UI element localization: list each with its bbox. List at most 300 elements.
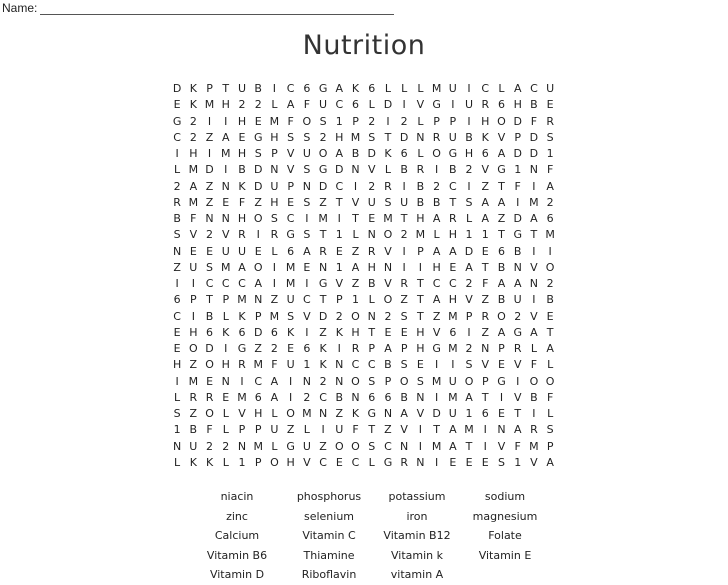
- grid-letter[interactable]: D: [318, 179, 328, 193]
- grid-letter[interactable]: I: [337, 342, 341, 355]
- grid-letter[interactable]: D: [367, 147, 376, 160]
- grid-letter[interactable]: L: [498, 82, 505, 95]
- grid-letter[interactable]: L: [174, 163, 181, 177]
- grid-letter[interactable]: C: [351, 455, 360, 469]
- grid-letter[interactable]: Z: [254, 342, 262, 355]
- grid-letter[interactable]: M: [269, 114, 280, 128]
- grid-letter[interactable]: K: [238, 179, 246, 193]
- grid-letter[interactable]: H: [416, 212, 425, 225]
- grid-letter[interactable]: E: [173, 342, 181, 355]
- grid-letter[interactable]: A: [189, 179, 198, 193]
- grid-letter[interactable]: I: [240, 374, 244, 388]
- grid-letter[interactable]: S: [368, 374, 376, 388]
- grid-letter[interactable]: A: [513, 423, 522, 437]
- grid-letter[interactable]: P: [352, 114, 359, 128]
- grid-letter[interactable]: G: [318, 163, 328, 177]
- grid-letter[interactable]: A: [449, 439, 457, 453]
- grid-letter[interactable]: P: [384, 374, 392, 388]
- grid-letter[interactable]: V: [384, 244, 392, 258]
- grid-letter[interactable]: L: [384, 82, 392, 95]
- grid-letter[interactable]: Z: [319, 439, 327, 453]
- grid-letter[interactable]: V: [530, 309, 538, 323]
- grid-letter[interactable]: 6: [481, 407, 489, 420]
- grid-letter[interactable]: P: [287, 179, 294, 193]
- grid-letter[interactable]: S: [465, 195, 473, 209]
- grid-letter[interactable]: 6: [400, 147, 408, 160]
- grid-letter[interactable]: C: [530, 82, 538, 95]
- grid-letter[interactable]: M: [448, 390, 458, 404]
- grid-letter[interactable]: G: [286, 439, 295, 453]
- grid-letter[interactable]: R: [384, 179, 392, 193]
- grid-letter[interactable]: R: [481, 98, 490, 112]
- grid-letter[interactable]: 2: [368, 179, 376, 193]
- grid-letter[interactable]: F: [303, 98, 311, 112]
- grid-letter[interactable]: O: [351, 309, 360, 323]
- grid-letter[interactable]: H: [448, 293, 457, 307]
- grid-letter[interactable]: 2: [189, 130, 197, 144]
- grid-letter[interactable]: I: [402, 179, 406, 193]
- grid-letter[interactable]: T: [368, 325, 376, 339]
- grid-letter[interactable]: C: [221, 277, 230, 290]
- grid-letter[interactable]: A: [546, 455, 554, 469]
- grid-letter[interactable]: E: [189, 244, 197, 258]
- grid-letter[interactable]: M: [318, 212, 328, 225]
- grid-letter[interactable]: G: [286, 228, 295, 242]
- grid-letter[interactable]: T: [368, 423, 376, 437]
- grid-letter[interactable]: N: [481, 342, 490, 355]
- grid-letter[interactable]: 6: [173, 293, 181, 307]
- grid-letter[interactable]: N: [270, 163, 279, 177]
- grid-letter[interactable]: T: [433, 423, 440, 437]
- grid-letter[interactable]: S: [368, 439, 376, 453]
- grid-letter[interactable]: A: [270, 374, 279, 388]
- grid-letter[interactable]: H: [416, 342, 425, 355]
- grid-letter[interactable]: U: [448, 130, 457, 144]
- grid-letter[interactable]: L: [222, 455, 229, 469]
- grid-letter[interactable]: Z: [351, 244, 360, 258]
- grid-letter[interactable]: V: [530, 455, 538, 469]
- grid-letter[interactable]: O: [318, 147, 328, 160]
- grid-letter[interactable]: L: [271, 98, 278, 112]
- grid-letter[interactable]: N: [318, 407, 328, 420]
- grid-letter[interactable]: F: [271, 358, 278, 372]
- grid-letter[interactable]: N: [497, 423, 506, 437]
- grid-letter[interactable]: A: [254, 277, 262, 290]
- grid-letter[interactable]: O: [383, 228, 393, 242]
- grid-letter[interactable]: I: [402, 260, 406, 274]
- grid-letter[interactable]: G: [497, 163, 506, 177]
- grid-letter[interactable]: G: [318, 277, 328, 290]
- grid-letter[interactable]: I: [548, 244, 552, 258]
- grid-letter[interactable]: I: [532, 293, 536, 307]
- grid-letter[interactable]: 6: [368, 82, 376, 95]
- grid-letter[interactable]: E: [173, 325, 181, 339]
- grid-letter[interactable]: P: [254, 423, 262, 437]
- grid-letter[interactable]: I: [305, 277, 309, 290]
- grid-letter[interactable]: V: [303, 455, 311, 469]
- grid-letter[interactable]: 2: [465, 163, 473, 177]
- grid-letter[interactable]: I: [483, 423, 487, 437]
- grid-letter[interactable]: A: [222, 130, 230, 144]
- grid-letter[interactable]: O: [253, 212, 263, 225]
- grid-letter[interactable]: F: [546, 390, 554, 404]
- grid-letter[interactable]: R: [351, 342, 360, 355]
- grid-letter[interactable]: V: [189, 228, 198, 242]
- grid-letter[interactable]: M: [269, 309, 280, 323]
- grid-letter[interactable]: D: [172, 82, 182, 95]
- grid-letter[interactable]: 2: [546, 277, 554, 290]
- grid-letter[interactable]: M: [237, 293, 247, 307]
- grid-letter[interactable]: I: [256, 228, 260, 242]
- grid-letter[interactable]: P: [222, 293, 230, 307]
- grid-letter[interactable]: D: [513, 147, 522, 160]
- grid-letter[interactable]: V: [497, 439, 506, 453]
- grid-letter[interactable]: A: [546, 179, 554, 193]
- grid-letter[interactable]: U: [270, 179, 279, 193]
- grid-letter[interactable]: C: [286, 212, 295, 225]
- grid-letter[interactable]: I: [289, 390, 293, 404]
- grid-letter[interactable]: O: [188, 342, 198, 355]
- grid-letter[interactable]: H: [221, 98, 230, 112]
- grid-letter[interactable]: S: [497, 455, 505, 469]
- grid-letter[interactable]: I: [499, 390, 504, 404]
- grid-letter[interactable]: V: [432, 325, 441, 339]
- grid-letter[interactable]: L: [368, 293, 375, 307]
- grid-letter[interactable]: I: [467, 82, 471, 95]
- grid-letter[interactable]: U: [400, 195, 409, 209]
- grid-letter[interactable]: I: [386, 114, 390, 128]
- grid-letter[interactable]: P: [368, 342, 376, 355]
- grid-letter[interactable]: K: [205, 455, 214, 469]
- grid-letter[interactable]: T: [384, 130, 392, 144]
- grid-letter[interactable]: N: [400, 439, 409, 453]
- grid-letter[interactable]: K: [319, 342, 327, 355]
- grid-letter[interactable]: F: [530, 358, 538, 372]
- grid-letter[interactable]: 2: [465, 277, 473, 290]
- grid-letter[interactable]: C: [351, 358, 360, 372]
- grid-letter[interactable]: 2: [319, 374, 327, 388]
- grid-letter[interactable]: Z: [481, 293, 490, 307]
- grid-letter[interactable]: L: [547, 407, 554, 420]
- grid-letter[interactable]: Z: [205, 130, 214, 144]
- grid-letter[interactable]: N: [529, 277, 539, 290]
- grid-letter[interactable]: Z: [497, 212, 506, 225]
- grid-letter[interactable]: T: [481, 260, 489, 274]
- grid-letter[interactable]: C: [335, 98, 344, 112]
- grid-letter[interactable]: B: [416, 195, 425, 209]
- grid-letter[interactable]: M: [237, 390, 247, 404]
- grid-letter[interactable]: V: [481, 163, 490, 177]
- grid-letter[interactable]: O: [351, 374, 360, 388]
- grid-letter[interactable]: M: [431, 374, 442, 388]
- grid-letter[interactable]: I: [272, 260, 277, 274]
- grid-letter[interactable]: L: [368, 455, 375, 469]
- grid-letter[interactable]: I: [337, 212, 341, 225]
- grid-letter[interactable]: R: [189, 390, 198, 404]
- grid-letter[interactable]: I: [434, 163, 439, 177]
- grid-letter[interactable]: U: [221, 244, 230, 258]
- grid-letter[interactable]: I: [434, 455, 439, 469]
- grid-letter[interactable]: I: [191, 309, 195, 323]
- grid-letter[interactable]: L: [271, 244, 278, 258]
- grid-letter[interactable]: O: [432, 147, 441, 160]
- grid-letter[interactable]: G: [318, 82, 328, 95]
- grid-letter[interactable]: B: [351, 147, 360, 160]
- grid-letter[interactable]: C: [303, 293, 311, 307]
- grid-letter[interactable]: A: [481, 212, 490, 225]
- grid-letter[interactable]: L: [222, 309, 229, 323]
- grid-letter[interactable]: P: [206, 82, 213, 95]
- grid-letter[interactable]: S: [546, 130, 554, 144]
- grid-letter[interactable]: S: [287, 130, 295, 144]
- grid-letter[interactable]: B: [400, 163, 408, 177]
- grid-letter[interactable]: B: [432, 195, 441, 209]
- grid-letter[interactable]: Z: [319, 325, 327, 339]
- grid-letter[interactable]: P: [546, 439, 554, 453]
- grid-letter[interactable]: V: [513, 358, 522, 372]
- grid-letter[interactable]: E: [498, 358, 505, 372]
- grid-letter[interactable]: B: [238, 163, 246, 177]
- grid-letter[interactable]: Z: [384, 423, 392, 437]
- grid-letter[interactable]: 1: [173, 423, 181, 437]
- grid-letter[interactable]: M: [448, 342, 458, 355]
- grid-letter[interactable]: 6: [238, 325, 246, 339]
- grid-letter[interactable]: V: [335, 277, 344, 290]
- grid-letter[interactable]: L: [174, 455, 181, 469]
- grid-letter[interactable]: K: [351, 407, 360, 420]
- grid-letter[interactable]: S: [319, 114, 327, 128]
- grid-letter[interactable]: M: [253, 358, 263, 372]
- grid-letter[interactable]: L: [222, 407, 229, 420]
- grid-letter[interactable]: A: [351, 260, 360, 274]
- grid-letter[interactable]: N: [237, 439, 247, 453]
- grid-letter[interactable]: O: [545, 260, 555, 274]
- grid-letter[interactable]: 6: [352, 98, 360, 112]
- grid-letter[interactable]: 6: [254, 390, 262, 404]
- grid-letter[interactable]: 2: [400, 228, 408, 242]
- grid-letter[interactable]: O: [334, 439, 344, 453]
- grid-letter[interactable]: V: [400, 423, 408, 437]
- grid-letter[interactable]: S: [254, 147, 262, 160]
- grid-letter[interactable]: R: [481, 309, 490, 323]
- grid-letter[interactable]: A: [335, 147, 344, 160]
- grid-letter[interactable]: I: [353, 179, 358, 193]
- grid-letter[interactable]: V: [351, 195, 360, 209]
- grid-letter[interactable]: F: [514, 439, 521, 453]
- grid-letter[interactable]: 2: [173, 179, 181, 193]
- grid-letter[interactable]: H: [513, 98, 522, 112]
- grid-letter[interactable]: T: [319, 293, 327, 307]
- grid-letter[interactable]: 1: [465, 228, 473, 242]
- grid-letter[interactable]: A: [400, 407, 408, 420]
- grid-letter[interactable]: M: [431, 82, 442, 95]
- grid-letter[interactable]: N: [367, 309, 376, 323]
- grid-letter[interactable]: 6: [449, 325, 457, 339]
- grid-letter[interactable]: I: [207, 147, 212, 160]
- grid-letter[interactable]: Z: [481, 325, 490, 339]
- grid-letter[interactable]: A: [449, 244, 457, 258]
- grid-letter[interactable]: C: [481, 82, 490, 95]
- grid-letter[interactable]: C: [173, 309, 181, 323]
- grid-letter[interactable]: S: [206, 260, 214, 274]
- grid-letter[interactable]: M: [253, 439, 263, 453]
- grid-letter[interactable]: F: [546, 163, 554, 177]
- grid-letter[interactable]: H: [448, 228, 457, 242]
- grid-letter[interactable]: B: [400, 390, 408, 404]
- grid-letter[interactable]: H: [270, 195, 279, 209]
- grid-letter[interactable]: R: [173, 195, 181, 209]
- grid-letter[interactable]: E: [498, 407, 505, 420]
- grid-letter[interactable]: A: [432, 244, 441, 258]
- grid-letter[interactable]: R: [400, 277, 408, 290]
- grid-letter[interactable]: V: [238, 407, 246, 420]
- grid-letter[interactable]: O: [464, 374, 474, 388]
- grid-letter[interactable]: E: [465, 455, 473, 469]
- grid-letter[interactable]: N: [254, 293, 263, 307]
- grid-letter[interactable]: R: [546, 114, 554, 128]
- grid-letter[interactable]: L: [352, 228, 359, 242]
- grid-letter[interactable]: D: [529, 147, 539, 160]
- grid-letter[interactable]: I: [451, 358, 455, 372]
- grid-letter[interactable]: F: [206, 423, 213, 437]
- grid-letter[interactable]: I: [402, 244, 406, 258]
- grid-letter[interactable]: D: [513, 114, 522, 128]
- grid-letter[interactable]: B: [189, 423, 198, 437]
- grid-letter[interactable]: I: [532, 179, 536, 193]
- grid-letter[interactable]: E: [449, 260, 457, 274]
- grid-letter[interactable]: S: [384, 195, 392, 209]
- grid-letter[interactable]: A: [465, 390, 473, 404]
- grid-letter[interactable]: E: [546, 309, 554, 323]
- grid-letter[interactable]: U: [546, 82, 555, 95]
- grid-letter[interactable]: A: [497, 325, 506, 339]
- grid-letter[interactable]: P: [254, 309, 262, 323]
- grid-letter[interactable]: E: [449, 455, 457, 469]
- grid-letter[interactable]: U: [367, 195, 376, 209]
- grid-letter[interactable]: V: [367, 163, 376, 177]
- grid-letter[interactable]: U: [465, 98, 474, 112]
- grid-letter[interactable]: 2: [206, 228, 214, 242]
- grid-letter[interactable]: C: [448, 277, 457, 290]
- grid-letter[interactable]: B: [254, 82, 262, 95]
- grid-letter[interactable]: I: [305, 212, 309, 225]
- grid-letter[interactable]: U: [189, 260, 198, 274]
- grid-letter[interactable]: 1: [481, 228, 489, 242]
- grid-letter[interactable]: U: [270, 423, 279, 437]
- grid-letter[interactable]: A: [335, 82, 344, 95]
- grid-letter[interactable]: K: [189, 455, 197, 469]
- grid-letter[interactable]: O: [545, 374, 555, 388]
- grid-letter[interactable]: 2: [303, 390, 311, 404]
- grid-letter[interactable]: L: [433, 228, 440, 242]
- grid-letter[interactable]: B: [205, 309, 214, 323]
- grid-letter[interactable]: R: [530, 423, 538, 437]
- grid-letter[interactable]: N: [416, 455, 425, 469]
- grid-letter[interactable]: 1: [514, 163, 522, 177]
- grid-letter[interactable]: 1: [335, 260, 343, 274]
- grid-letter[interactable]: 1: [465, 407, 473, 420]
- grid-letter[interactable]: N: [383, 407, 393, 420]
- grid-letter[interactable]: E: [368, 212, 376, 225]
- grid-letter[interactable]: 6: [546, 212, 554, 225]
- grid-letter[interactable]: 2: [465, 342, 473, 355]
- grid-letter[interactable]: S: [287, 309, 295, 323]
- grid-letter[interactable]: T: [352, 212, 359, 225]
- grid-letter[interactable]: E: [222, 390, 230, 404]
- grid-letter[interactable]: S: [303, 163, 311, 177]
- grid-letter[interactable]: T: [514, 407, 522, 420]
- grid-letter[interactable]: R: [238, 228, 246, 242]
- grid-letter[interactable]: K: [384, 147, 392, 160]
- grid-letter[interactable]: D: [399, 130, 409, 144]
- grid-letter[interactable]: H: [464, 147, 474, 160]
- grid-letter[interactable]: O: [286, 407, 295, 420]
- grid-letter[interactable]: T: [498, 179, 505, 193]
- grid-letter[interactable]: A: [497, 277, 506, 290]
- grid-letter[interactable]: M: [221, 147, 231, 160]
- grid-letter[interactable]: O: [270, 455, 279, 469]
- grid-letter[interactable]: T: [465, 439, 473, 453]
- grid-letter[interactable]: B: [530, 98, 538, 112]
- grid-letter[interactable]: C: [335, 179, 344, 193]
- grid-letter[interactable]: N: [529, 163, 539, 177]
- grid-letter[interactable]: N: [513, 260, 522, 274]
- grid-letter[interactable]: O: [351, 439, 360, 453]
- grid-letter[interactable]: Z: [319, 195, 327, 209]
- grid-letter[interactable]: I: [516, 374, 520, 388]
- grid-letter[interactable]: U: [286, 293, 295, 307]
- grid-letter[interactable]: D: [529, 130, 539, 144]
- grid-letter[interactable]: M: [448, 309, 458, 323]
- grid-letter[interactable]: N: [351, 390, 360, 404]
- grid-letter[interactable]: H: [254, 407, 263, 420]
- grid-letter[interactable]: O: [529, 374, 539, 388]
- grid-letter[interactable]: B: [173, 212, 181, 225]
- grid-letter[interactable]: K: [222, 325, 230, 339]
- grid-letter[interactable]: B: [530, 390, 538, 404]
- grid-letter[interactable]: I: [224, 114, 228, 128]
- grid-letter[interactable]: 6: [497, 98, 505, 112]
- grid-letter[interactable]: 6: [497, 244, 505, 258]
- grid-letter[interactable]: C: [205, 277, 214, 290]
- grid-letter[interactable]: O: [205, 407, 214, 420]
- grid-letter[interactable]: 2: [254, 98, 262, 112]
- grid-letter[interactable]: M: [529, 195, 539, 209]
- grid-letter[interactable]: E: [546, 98, 554, 112]
- grid-letter[interactable]: L: [303, 423, 310, 437]
- grid-letter[interactable]: U: [335, 423, 344, 437]
- grid-letter[interactable]: C: [286, 82, 295, 95]
- grid-letter[interactable]: I: [402, 98, 406, 112]
- grid-letter[interactable]: I: [224, 342, 228, 355]
- grid-letter[interactable]: H: [221, 358, 230, 372]
- grid-letter[interactable]: E: [416, 358, 424, 372]
- grid-letter[interactable]: F: [238, 195, 246, 209]
- grid-letter[interactable]: 1: [335, 114, 343, 128]
- grid-letter[interactable]: M: [204, 98, 215, 112]
- grid-letter[interactable]: E: [222, 195, 230, 209]
- grid-letter[interactable]: U: [237, 82, 247, 95]
- grid-letter[interactable]: K: [189, 82, 197, 95]
- grid-letter[interactable]: P: [190, 293, 197, 307]
- grid-letter[interactable]: O: [399, 374, 409, 388]
- grid-letter[interactable]: N: [302, 374, 311, 388]
- grid-letter[interactable]: T: [498, 228, 505, 242]
- grid-letter[interactable]: S: [173, 228, 181, 242]
- grid-letter[interactable]: V: [286, 147, 295, 160]
- grid-letter[interactable]: A: [303, 244, 311, 258]
- grid-letter[interactable]: I: [272, 82, 277, 95]
